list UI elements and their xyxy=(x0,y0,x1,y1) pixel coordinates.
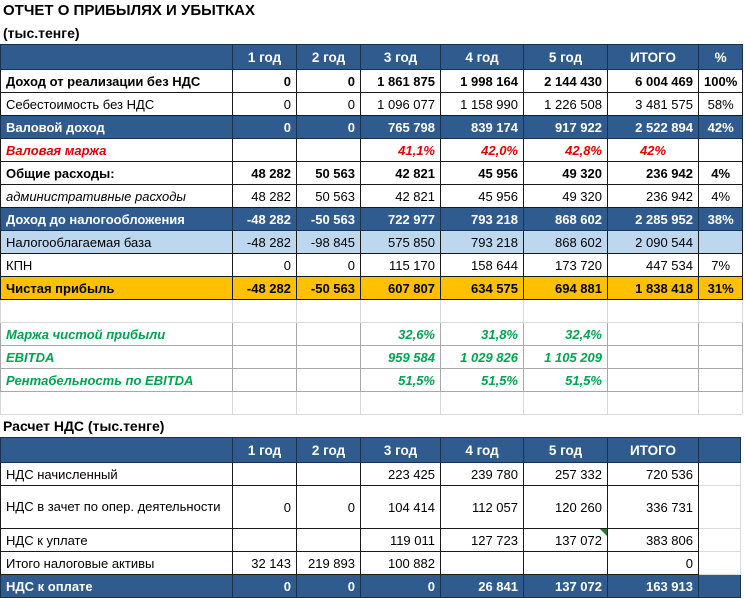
column-header[interactable]: 5 год xyxy=(524,45,608,70)
value-cell[interactable]: 1 861 875 xyxy=(361,70,441,93)
value-cell[interactable]: 31,8% xyxy=(441,323,524,346)
value-cell[interactable]: 0 xyxy=(297,254,361,277)
value-cell[interactable]: 839 174 xyxy=(441,116,524,139)
value-cell[interactable]: 1 096 077 xyxy=(361,93,441,116)
percent-cell[interactable]: 42% xyxy=(699,116,743,139)
value-cell[interactable] xyxy=(441,392,524,415)
percent-cell[interactable] xyxy=(699,300,743,323)
value-cell[interactable] xyxy=(233,323,297,346)
value-cell[interactable]: 32,6% xyxy=(361,323,441,346)
value-cell[interactable]: -48 282 xyxy=(233,231,297,254)
value-cell[interactable]: 257 332 xyxy=(524,463,608,486)
value-cell[interactable] xyxy=(608,369,699,392)
vat-section-title: Расчет НДС (тыс.тенге) xyxy=(3,418,165,434)
value-cell[interactable]: 0 xyxy=(361,575,441,598)
corner-cell[interactable] xyxy=(1,45,233,70)
value-cell[interactable]: 634 575 xyxy=(441,277,524,300)
percent-cell[interactable]: 7% xyxy=(699,254,743,277)
value-cell[interactable]: -98 845 xyxy=(297,231,361,254)
value-cell[interactable] xyxy=(297,139,361,162)
value-cell[interactable] xyxy=(524,392,608,415)
value-cell[interactable] xyxy=(297,300,361,323)
value-cell[interactable]: 0 xyxy=(233,70,297,93)
value-cell[interactable]: 0 xyxy=(233,93,297,116)
value-cell[interactable] xyxy=(608,346,699,369)
value-cell[interactable]: 49 320 xyxy=(524,185,608,208)
table-row xyxy=(1,93,743,116)
value-cell[interactable]: 158 644 xyxy=(441,254,524,277)
table-row xyxy=(1,208,743,231)
value-cell[interactable]: 104 414 xyxy=(361,486,441,529)
table-row xyxy=(1,139,743,162)
row-label[interactable]: Итого налоговые активы xyxy=(1,552,233,575)
value-cell[interactable] xyxy=(233,139,297,162)
header-row xyxy=(1,438,741,463)
header-row xyxy=(1,45,743,70)
value-cell[interactable]: 51,5% xyxy=(524,369,608,392)
percent-cell[interactable]: 100% xyxy=(699,70,743,93)
empty-cell[interactable] xyxy=(699,486,741,529)
value-cell[interactable]: 49 320 xyxy=(524,162,608,185)
value-cell[interactable]: 336 731 xyxy=(608,486,699,529)
table-row xyxy=(1,463,741,486)
empty-cell[interactable] xyxy=(699,552,741,575)
value-cell[interactable]: 42% xyxy=(608,139,699,162)
value-cell[interactable]: 32 143 xyxy=(233,552,297,575)
row-label[interactable]: Маржа чистой прибыли xyxy=(1,323,233,346)
row-label[interactable]: Чистая прибыль xyxy=(1,277,233,300)
value-cell[interactable]: -48 282 xyxy=(233,277,297,300)
row-label[interactable]: Себестоимость без НДС xyxy=(1,93,233,116)
column-header[interactable]: ИТОГО xyxy=(608,45,699,70)
value-cell[interactable]: 100 882 xyxy=(361,552,441,575)
value-cell[interactable]: 575 850 xyxy=(361,231,441,254)
value-cell[interactable]: 793 218 xyxy=(441,208,524,231)
value-cell[interactable] xyxy=(608,300,699,323)
table-row xyxy=(1,552,741,575)
value-cell[interactable]: 112 057 xyxy=(441,486,524,529)
value-cell[interactable]: 1 838 418 xyxy=(608,277,699,300)
value-cell[interactable]: 50 563 xyxy=(297,162,361,185)
value-cell[interactable]: -50 563 xyxy=(297,208,361,231)
row-label[interactable]: Общие расходы: xyxy=(1,162,233,185)
value-cell[interactable]: -48 282 xyxy=(233,208,297,231)
row-label[interactable]: Рентабельность по EBITDA xyxy=(1,369,233,392)
value-cell[interactable] xyxy=(233,392,297,415)
value-cell[interactable]: 51,5% xyxy=(441,369,524,392)
value-cell[interactable]: 137 072 xyxy=(524,529,608,552)
table-row xyxy=(1,231,743,254)
report-title: ОТЧЕТ О ПРИБЫЛЯХ И УБЫТКАХ xyxy=(3,2,255,19)
value-cell[interactable]: 173 720 xyxy=(524,254,608,277)
column-header[interactable]: 2 год xyxy=(297,45,361,70)
value-cell[interactable] xyxy=(361,300,441,323)
report-units-label: (тыс.тенге) xyxy=(3,25,80,41)
value-cell[interactable]: 42 821 xyxy=(361,162,441,185)
value-cell[interactable] xyxy=(524,300,608,323)
percent-cell[interactable] xyxy=(699,323,743,346)
value-cell[interactable] xyxy=(608,323,699,346)
value-cell[interactable]: 0 xyxy=(233,116,297,139)
column-header[interactable]: 3 год xyxy=(361,45,441,70)
value-cell[interactable]: 1 105 209 xyxy=(524,346,608,369)
value-cell[interactable] xyxy=(233,463,297,486)
value-cell[interactable] xyxy=(524,552,608,575)
table-row xyxy=(1,185,743,208)
table-row xyxy=(1,486,741,529)
row-label[interactable]: Доход от реализации без НДС xyxy=(1,70,233,93)
row-label[interactable] xyxy=(1,300,233,323)
value-cell[interactable]: 48 282 xyxy=(233,185,297,208)
value-cell[interactable]: 1 158 990 xyxy=(441,93,524,116)
value-cell[interactable]: 41,1% xyxy=(361,139,441,162)
value-cell[interactable]: 120 260 xyxy=(524,486,608,529)
value-cell[interactable]: 2 090 544 xyxy=(608,231,699,254)
row-label[interactable]: административные расходы xyxy=(1,185,233,208)
table-row xyxy=(1,346,743,369)
empty-cell[interactable] xyxy=(699,529,741,552)
empty-cell[interactable] xyxy=(699,463,741,486)
percent-cell[interactable] xyxy=(699,139,743,162)
table-row xyxy=(1,392,743,415)
value-cell[interactable] xyxy=(608,392,699,415)
row-label[interactable]: EBITDA xyxy=(1,346,233,369)
value-cell[interactable] xyxy=(233,346,297,369)
percent-cell[interactable] xyxy=(699,231,743,254)
table-row xyxy=(1,70,743,93)
percent-cell[interactable]: 4% xyxy=(699,185,743,208)
value-cell[interactable]: 236 942 xyxy=(608,162,699,185)
value-cell[interactable] xyxy=(297,529,361,552)
value-cell[interactable]: 239 780 xyxy=(441,463,524,486)
value-cell[interactable]: 115 170 xyxy=(361,254,441,277)
table-row xyxy=(1,300,743,323)
row-label[interactable]: Доход до налогообложения xyxy=(1,208,233,231)
value-cell[interactable] xyxy=(233,300,297,323)
value-cell[interactable]: 0 xyxy=(608,552,699,575)
value-cell[interactable]: 447 534 xyxy=(608,254,699,277)
row-label[interactable]: НДС к оплате xyxy=(1,575,233,598)
column-header[interactable]: 4 год xyxy=(441,438,524,463)
table-row xyxy=(1,529,741,552)
value-cell[interactable]: 0 xyxy=(233,575,297,598)
value-cell[interactable]: 42,0% xyxy=(441,139,524,162)
row-label[interactable]: КПН xyxy=(1,254,233,277)
value-cell[interactable] xyxy=(441,300,524,323)
value-cell[interactable]: -50 563 xyxy=(297,277,361,300)
value-cell[interactable]: 137 072 xyxy=(524,575,608,598)
column-header[interactable]: 4 год xyxy=(441,45,524,70)
column-header[interactable]: % xyxy=(699,45,743,70)
value-cell[interactable] xyxy=(297,346,361,369)
value-cell[interactable]: 0 xyxy=(297,70,361,93)
value-cell[interactable]: 1 029 826 xyxy=(441,346,524,369)
value-cell[interactable]: 45 956 xyxy=(441,162,524,185)
percent-cell[interactable]: 38% xyxy=(699,208,743,231)
percent-cell[interactable] xyxy=(699,346,743,369)
column-header[interactable]: ИТОГО xyxy=(608,438,699,463)
value-cell[interactable]: 0 xyxy=(233,486,297,529)
value-cell[interactable]: 3 481 575 xyxy=(608,93,699,116)
column-header[interactable]: 5 год xyxy=(524,438,608,463)
value-cell[interactable]: 2 285 952 xyxy=(608,208,699,231)
value-cell[interactable] xyxy=(361,392,441,415)
table-row xyxy=(1,323,743,346)
value-cell[interactable] xyxy=(233,529,297,552)
vat-table xyxy=(0,437,741,598)
value-cell[interactable]: 0 xyxy=(233,254,297,277)
value-cell[interactable]: 163 913 xyxy=(608,575,699,598)
row-label[interactable]: НДС к уплате xyxy=(1,529,233,552)
table-row xyxy=(1,369,743,392)
value-cell[interactable]: 127 723 xyxy=(441,529,524,552)
row-label[interactable]: Валовая маржа xyxy=(1,139,233,162)
empty-cell[interactable] xyxy=(699,575,741,598)
table-row xyxy=(1,254,743,277)
cell-flag-marker xyxy=(600,529,607,536)
column-header[interactable]: 3 год xyxy=(361,438,441,463)
value-cell[interactable] xyxy=(441,552,524,575)
percent-cell[interactable] xyxy=(699,392,743,415)
row-label[interactable]: Валовой доход xyxy=(1,116,233,139)
value-cell[interactable]: 223 425 xyxy=(361,463,441,486)
percent-cell[interactable]: 4% xyxy=(699,162,743,185)
percent-cell[interactable]: 58% xyxy=(699,93,743,116)
row-label[interactable]: Налогооблагаемая база xyxy=(1,231,233,254)
value-cell[interactable]: 0 xyxy=(297,93,361,116)
value-cell[interactable]: 6 004 469 xyxy=(608,70,699,93)
percent-cell[interactable] xyxy=(699,369,743,392)
value-cell[interactable] xyxy=(233,369,297,392)
value-cell[interactable]: 1 998 164 xyxy=(441,70,524,93)
value-cell[interactable]: 236 942 xyxy=(608,185,699,208)
column-header[interactable]: 1 год xyxy=(233,45,297,70)
table-row xyxy=(1,162,743,185)
table-row xyxy=(1,575,741,598)
value-cell[interactable]: 793 218 xyxy=(441,231,524,254)
value-cell[interactable] xyxy=(297,463,361,486)
value-cell[interactable]: 2 522 894 xyxy=(608,116,699,139)
value-cell[interactable]: 383 806 xyxy=(608,529,699,552)
row-label[interactable]: НДС начисленный xyxy=(1,463,233,486)
corner-cell[interactable] xyxy=(1,438,233,463)
value-cell[interactable]: 959 584 xyxy=(361,346,441,369)
value-cell[interactable]: 0 xyxy=(297,116,361,139)
value-cell[interactable] xyxy=(297,369,361,392)
row-label[interactable]: НДС в зачет по опер. деятельности xyxy=(1,486,233,529)
value-cell[interactable]: 48 282 xyxy=(233,162,297,185)
empty-cell[interactable] xyxy=(699,438,741,463)
table-row xyxy=(1,277,743,300)
value-cell[interactable]: 917 922 xyxy=(524,116,608,139)
value-cell[interactable] xyxy=(297,392,361,415)
value-cell[interactable]: 694 881 xyxy=(524,277,608,300)
value-cell[interactable]: 1 226 508 xyxy=(524,93,608,116)
value-cell[interactable]: 0 xyxy=(297,575,361,598)
column-header[interactable]: 1 год xyxy=(233,438,297,463)
value-cell[interactable]: 42,8% xyxy=(524,139,608,162)
value-cell[interactable]: 722 977 xyxy=(361,208,441,231)
value-cell[interactable]: 2 144 430 xyxy=(524,70,608,93)
value-cell[interactable]: 0 xyxy=(297,486,361,529)
value-cell[interactable]: 50 563 xyxy=(297,185,361,208)
value-cell[interactable]: 26 841 xyxy=(441,575,524,598)
value-cell[interactable]: 868 602 xyxy=(524,208,608,231)
value-cell[interactable]: 45 956 xyxy=(441,185,524,208)
row-label[interactable] xyxy=(1,392,233,415)
percent-cell[interactable]: 31% xyxy=(699,277,743,300)
value-cell[interactable]: 119 011 xyxy=(361,529,441,552)
value-cell[interactable]: 51,5% xyxy=(361,369,441,392)
value-cell[interactable]: 607 807 xyxy=(361,277,441,300)
value-cell[interactable] xyxy=(297,323,361,346)
value-cell[interactable]: 32,4% xyxy=(524,323,608,346)
value-cell[interactable]: 765 798 xyxy=(361,116,441,139)
table-row xyxy=(1,116,743,139)
value-cell[interactable]: 720 536 xyxy=(608,463,699,486)
column-header[interactable]: 2 год xyxy=(297,438,361,463)
pnl-table xyxy=(0,44,743,415)
value-cell[interactable]: 868 602 xyxy=(524,231,608,254)
value-cell[interactable]: 42 821 xyxy=(361,185,441,208)
value-cell[interactable]: 219 893 xyxy=(297,552,361,575)
